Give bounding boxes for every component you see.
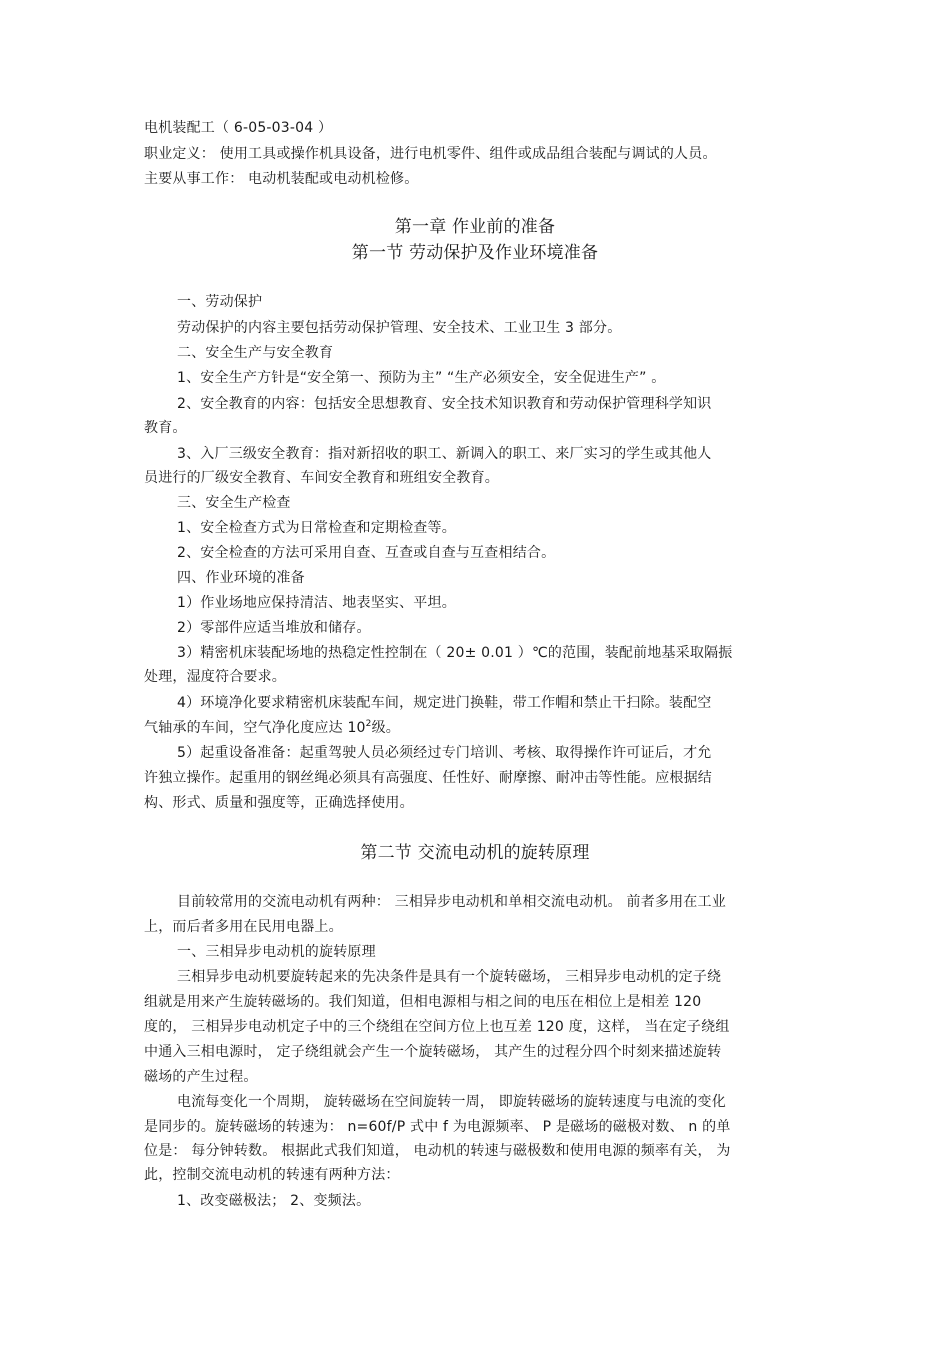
text: 级。: [371, 720, 401, 736]
paragraph: 构、形式、质量和强度等，正确选择使用。: [144, 795, 414, 811]
paragraph: 员进行的厂级安全教育、车间安全教育和班组安全教育。: [144, 470, 499, 486]
heading-safety-inspection: 三、安全生产检查: [177, 495, 291, 511]
paragraph: 目前较常用的交流电动机有两种： 三相异步电动机和单相交流电动机。 前者多用在工业: [177, 894, 726, 910]
paragraph: 中通入三相电源时， 定子绕组就会产生一个旋转磁场， 其产生的过程分四个时刻来描述旋转: [144, 1044, 722, 1060]
chapter-title: 第一章 作业前的准备: [394, 217, 556, 237]
paragraph: 上，而后者多用在民用电器上。: [144, 919, 343, 935]
paragraph: 磁场的产生过程。: [144, 1069, 258, 1085]
paragraph: 2、安全检查的方法可采用自查、互查或自查与互查相结合。: [177, 545, 556, 561]
occupation-title: 电机装配工（ 6-05-03-04 ）: [144, 120, 333, 136]
paragraph: 3、入厂三级安全教育：指对新招收的职工、新调入的职工、来厂实习的学生或其他人: [177, 446, 712, 462]
text: 气轴承的车间，空气净化度应达 10: [144, 720, 366, 736]
paragraph: 1、安全生产方针是“安全第一、预防为主” “生产必须安全，安全促进生产” 。: [177, 370, 666, 386]
paragraph: 此，控制交流电动机的转速有两种方法：: [144, 1167, 400, 1183]
section2-title: 第二节 交流电动机的旋转原理: [360, 843, 590, 863]
superscript: 2: [365, 719, 372, 729]
paragraph: 许独立操作。起重用的钢丝绳必须具有高强度、任性好、耐摩擦、耐冲击等性能。应根据结: [144, 770, 712, 786]
paragraph: 劳动保护的内容主要包括劳动保护管理、安全技术、工业卫生 3 部分。: [177, 320, 622, 336]
paragraph: 1、改变磁极法； 2、变频法。: [177, 1193, 371, 1209]
heading-work-environment: 四、作业环境的准备: [177, 570, 305, 586]
heading-rotation-principle: 一、三相异步电动机的旋转原理: [177, 944, 376, 960]
section1-title: 第一节 劳动保护及作业环境准备: [351, 243, 599, 263]
main-work: 主要从事工作： 电动机装配或电动机检修。: [144, 171, 419, 187]
paragraph: 是同步的。旋转磁场的转速为： n=60f/P 式中 f 为电源频率、 P 是磁场的磁极对数、 n 的单: [144, 1119, 731, 1135]
paragraph: 三相异步电动机要旋转起来的先决条件是具有一个旋转磁场， 三相异步电动机的定子绕: [177, 969, 722, 985]
heading-safety-education: 二、安全生产与安全教育: [177, 345, 334, 361]
paragraph: 教育。: [144, 420, 187, 436]
paragraph: 3）精密机床装配场地的热稳定性控制在（ 20± 0.01 ）℃的范围，装配前地基采取隔振: [177, 645, 733, 661]
paragraph: 1、安全检查方式为日常检查和定期检查等。: [177, 520, 456, 536]
occupation-definition: 职业定义： 使用工具或操作机具设备，进行电机零件、组件或成品组合装配与调试的人员。: [144, 146, 717, 162]
paragraph: 处理，湿度符合要求。: [144, 669, 286, 685]
paragraph: 2、安全教育的内容：包括安全思想教育、安全技术知识教育和劳动保护管理科学知识: [177, 396, 712, 412]
paragraph: 2）零部件应适当堆放和储存。: [177, 620, 371, 636]
paragraph: 电流每变化一个周期， 旋转磁场在空间旋转一周， 即旋转磁场的旋转速度与电流的变化: [177, 1094, 726, 1110]
paragraph: 位是： 每分钟转数。 根据此式我们知道， 电动机的转速与磁极数和使用电源的频率有关， 为: [144, 1143, 731, 1159]
paragraph: [144, 718, 400, 738]
paragraph: 组就是用来产生旋转磁场的。我们知道，但相电源相与相之间的电压在相位上是相差 120: [144, 994, 702, 1010]
paragraph: 4）环境净化要求精密机床装配车间，规定进门换鞋，带工作帽和禁止干扫除。装配空: [177, 695, 712, 711]
paragraph: 1）作业场地应保持清洁、地表坚实、平坦。: [177, 595, 456, 611]
heading-labor-protection: 一、劳动保护: [177, 294, 263, 310]
paragraph: 5）起重设备准备：起重驾驶人员必须经过专门培训、考核、取得操作许可证后，才允: [177, 745, 712, 761]
paragraph: 度的， 三相异步电动机定子中的三个绕组在空间方位上也互差 120 度，这样， 当在定子绕组: [144, 1019, 730, 1035]
